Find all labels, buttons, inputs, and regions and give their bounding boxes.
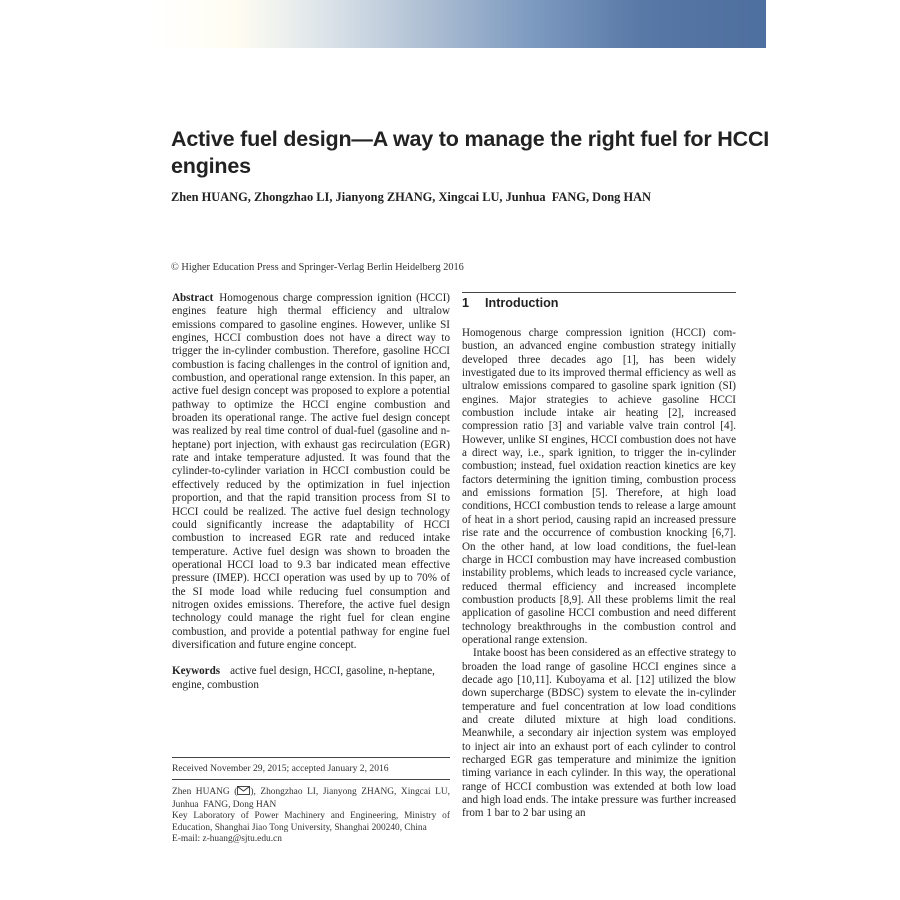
section-title: Introduction (485, 296, 559, 310)
right-column (462, 292, 736, 821)
section-rule (462, 292, 736, 293)
affiliation-block (172, 786, 450, 846)
abstract (172, 292, 450, 652)
section-heading (462, 296, 736, 310)
received-dates: Received November 29, 2015; accepted January 2, 2016 (172, 763, 389, 774)
copyright-notice: © Higher Education Press and Springer-Verlag Berlin Heidelberg 2016 (171, 262, 464, 273)
abstract-text: Homogenous charge compression ignition (HCCI) engines feature high thermal efficiency and ultralow emissions compared to gasoline engines. However, unlike SI engines, HCCI combustion does not have a direct way to trigger the in-cylinder combustion. Therefore, gasoline HCCI combustion is facing challenges in the control of ignition and, combustion, and operational range extension. In this paper, an active fuel design concept was proposed to explore a potential pathway to optimize the HCCI engine combustion and broaden its operational range. The active fuel design concept was realized by real time control of dual-fuel (gasoline and n-heptane) port injection, with exhaust gas recirculation (EGR) rate and intake temperature adjusted. It was found that the cylinder-to-cylinder variation in HCCI combustion could be effectively reduced by the optimization in fuel injection proportion, and that the rapid transition process from SI to HCCI could be realized. The active fuel design technology could significantly increase the adaptability of HCCI combustion to increased EGR rate and reduced intake temperature. Active fuel design was shown to broaden the operational HCCI load to 9.3 bar indicated mean effective pressure (IMEP). HCCI operation was used by up to 70% of the SI mode load while reducing fuel consumption and nitrogen oxides emissions. Therefore, the active fuel design technology could manage the right fuel for clean engine combustion, and provide a potential pathway for engine fuel diversification and future engine concept. (172, 292, 450, 651)
divider (172, 779, 450, 780)
left-column (172, 292, 450, 692)
email-address[interactable]: E-mail: z-huang@sjtu.edu.cn (172, 834, 282, 845)
intro-paragraph-1: Homogenous charge compression ignition (HCCI) combustion, an advanced engine combustion strategy initially developed three decades ago [1], has been widely investigated due to its improved thermal efficiency as well as ultralow emissions compared to gasoline spark ignition (SI) engines. Major strategies to achieve gasoline HCCI combustion include intake air heating [2], increased compression ratio [3] and variable valve train control [4]. However, unlike SI engines, HCCI combustion does not have a direct way, i.e., spark ignition, to trigger the in-cylinder combustion; instead, fuel oxidation reaction kinetics are key factors determining the ignition timing, combustion process and emissions formation [5]. Therefore, at high load conditions, HCCI combustion tends to release a large amount of heat in a short period, causing rapid an increased pressure rise rate and the occurrence of combustion knocking [6,7]. On the other hand, at low load conditions, the fuel-lean charge in HCCI combustion may have increased combustion instability problems, which leads to increased cycle variance, reduced thermal efficiency and increased incomplete combustion products [8,9]. All these problems limit the real application of gasoline HCCI combustion and need different technology breakthroughs in the combustion control and operational range extension. (462, 327, 736, 646)
keywords (172, 665, 450, 692)
keywords-label: Keywords (172, 665, 221, 678)
section-number: 1 (462, 296, 470, 310)
author-list: Zhen HUANG, Zhongzhao LI, Jianyong ZHANG, Xingcai LU, Junhua FANG, Dong HAN (171, 190, 651, 204)
keywords-text: active fuel design, HCCI, gasoline, n-heptane, engine, combustion (172, 665, 435, 691)
envelope-icon (237, 786, 250, 800)
abstract-label: Abstract (172, 292, 214, 304)
article-footnote (172, 757, 450, 846)
intro-paragraph-2: Intake boost has been considered as an effective strategy to broaden the load range of gasoline HCCI engines since a decade ago [10,11]. Kuboyama et al. [12] utilized the blow down supercharge (BDSC) system to elevate the in-cylinder temperature and fuel concentration at low load conditions and create diluted mixture at high load conditions. Meanwhile, a secondary air injection system was employed to inject air into an exhaust port of each cylinder to control recharged EGR gas temperature and minimize the ignition timing variance in each cylinder. In this way, the operational range of HCCI combustion was extended at both low load and high load ends. The intake pressure was further increased from 1 bar to 2 bar using an (462, 647, 736, 820)
header-gradient-band (150, 0, 766, 48)
affiliation: Key Laboratory of Power Machinery and Engineering, Ministry of Education, Shanghai Jiao Tong University, Shanghai 200240, China (172, 811, 450, 833)
article-title: Active fuel design—A way to manage the right fuel for HCCI engines (171, 127, 770, 178)
correspondence-authors: Zhen HUANG ( ), Zhongzhao LI, Jianyong ZHANG, Xingcai LU, Junhua FANG, Dong HAN (172, 787, 450, 810)
introduction-body (462, 327, 736, 821)
